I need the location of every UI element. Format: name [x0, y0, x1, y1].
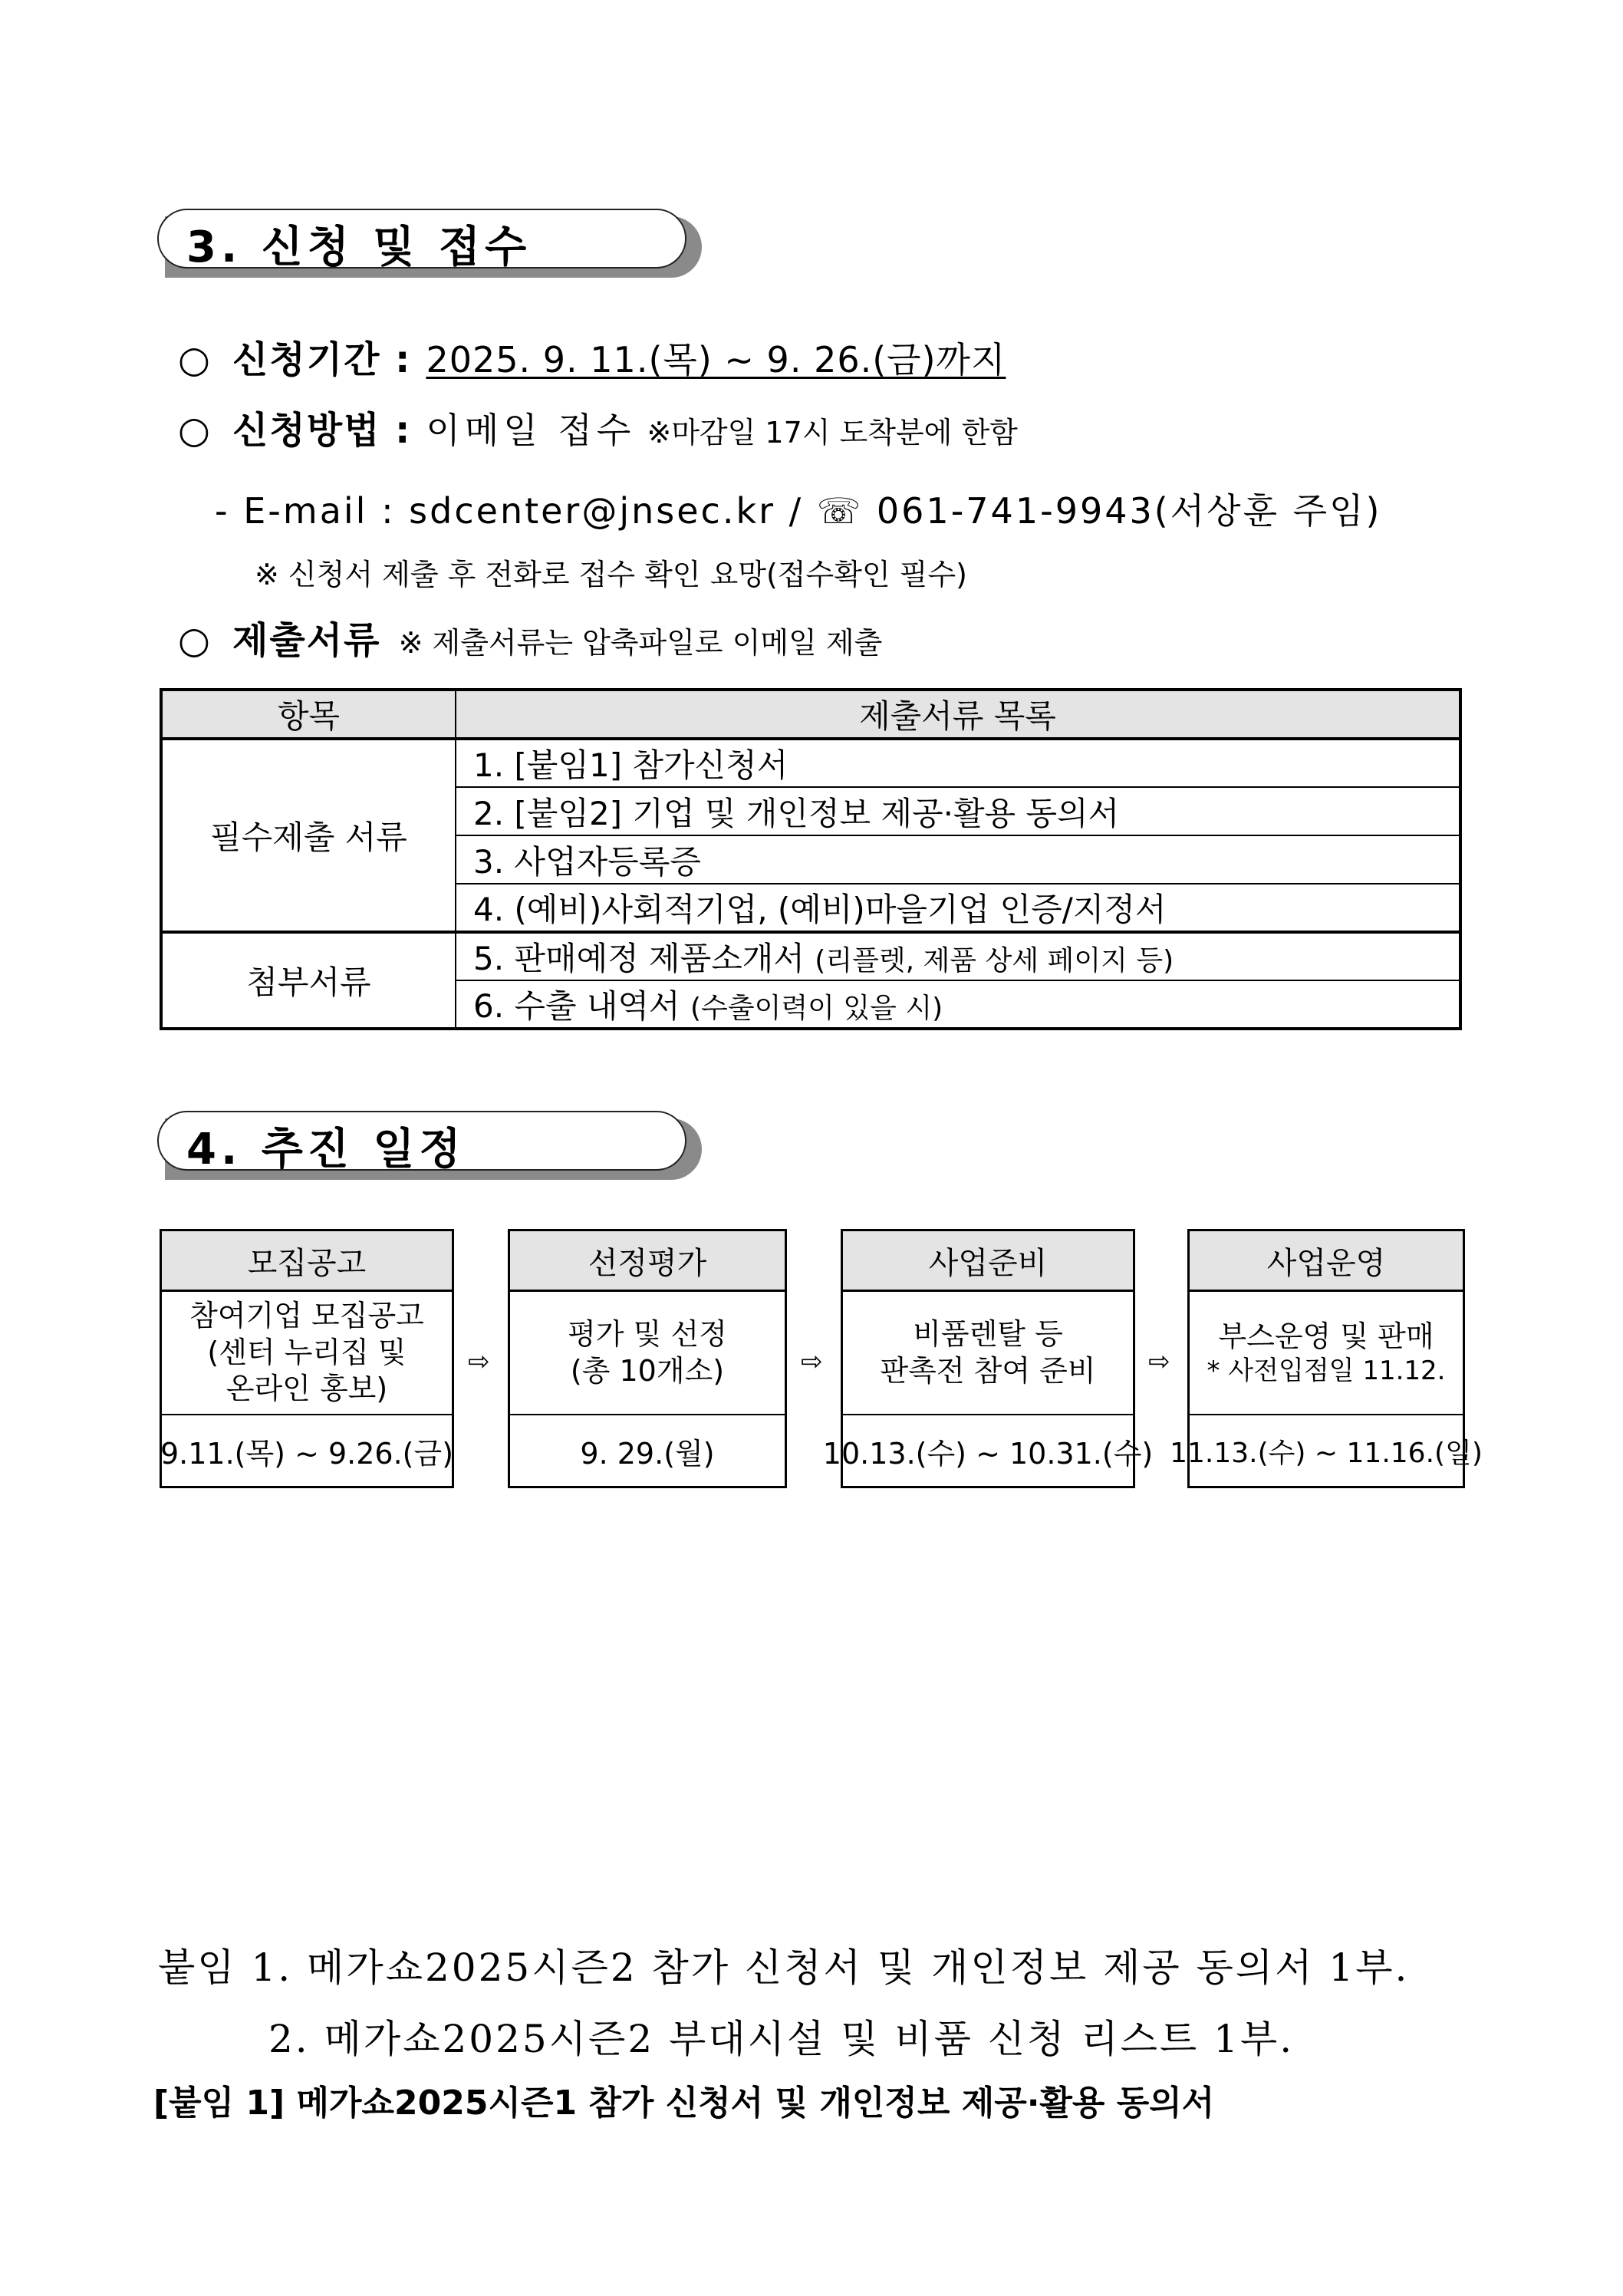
attachment-line-1: 붙임 1. 메가쇼2025시즌2 참가 신청서 및 개인정보 제공 동의서 1부.	[158, 1945, 1410, 1990]
doc-item-note: (리플렛, 제품 상세 페이지 등)	[815, 945, 1174, 977]
step-body-line: 비품렌탈 등	[913, 1317, 1063, 1351]
required-docs-label: 필수제출 서류	[161, 739, 456, 932]
step-body	[162, 1292, 452, 1415]
step-body-line: (총 10개소)	[570, 1353, 725, 1388]
doc-item-text: 5. 판매예정 제품소개서	[473, 940, 805, 977]
arrow-right-icon: ⇨	[1148, 1346, 1170, 1377]
doc-item-text: 4. (예비)사회적기업, (예비)마을기업 인증/지정서	[473, 891, 1167, 928]
step-header: 선정평가	[510, 1231, 785, 1292]
method-note: ※마감일 17시 도착분에 한함	[647, 416, 1018, 450]
attachment-1-title: [붙임 1] 메가쇼2025시즌1 참가 신청서 및 개인정보 제공·활용 동의서	[153, 2084, 1215, 2123]
step-body-line: 판촉전 참여 준비	[880, 1353, 1096, 1388]
schedule-step-recruit	[160, 1229, 454, 1488]
step-date: 9. 29.(월)	[580, 1436, 715, 1471]
confirm-note	[255, 551, 967, 593]
email-line	[215, 483, 1381, 534]
email-contact: - E-mail : sdcenter@jnsec.kr / ☏ 061-741-9943(서상훈 주임)	[215, 490, 1382, 532]
section-4-header	[157, 1111, 702, 1180]
schedule-step-operation	[1170, 1229, 1483, 1488]
step-header: 사업준비	[843, 1231, 1133, 1292]
attached-docs-label: 첨부서류	[161, 932, 456, 1029]
method-value: 이메일 접수	[426, 410, 636, 451]
step-body	[510, 1292, 785, 1415]
period-label: 신청기간 :	[232, 338, 412, 381]
doc-item-text: 3. 사업자등록증	[473, 842, 701, 881]
submission-docs	[178, 611, 882, 664]
doc-item	[456, 932, 1460, 980]
section-3-header	[157, 209, 702, 278]
submission-docs-table	[160, 688, 1462, 1030]
doc-item	[456, 739, 1460, 787]
doc-item	[456, 787, 1460, 835]
section-4-title: 4. 추진 일정	[186, 1125, 466, 1174]
schedule-step-preparation	[822, 1229, 1154, 1488]
step-body	[843, 1292, 1133, 1415]
period-value: 2025. 9. 11.(목) ~ 9. 26.(금)까지	[426, 339, 1006, 380]
bullet-circle: ○	[178, 338, 210, 381]
step-date: 10.13.(수) ~ 10.31.(수)	[822, 1436, 1154, 1471]
step-body-line: 평가 및 선정	[568, 1317, 727, 1351]
section-3-title: 3. 신청 및 접수	[186, 222, 532, 272]
table-row	[161, 739, 1460, 787]
doc-item-text: 2. [붙임2] 기업 및 개인정보 제공·활용 동의서	[473, 794, 1120, 832]
docs-label: 제출서류	[232, 619, 381, 662]
docs-note: ※ 제출서류는 압축파일로 이메일 제출	[398, 626, 883, 660]
doc-item-text: 1. [붙임1] 참가신청서	[473, 746, 788, 784]
doc-item-text: 6. 수출 내역서	[473, 987, 680, 1025]
step-date: 9.11.(목) ~ 9.26.(금)	[160, 1436, 454, 1471]
step-body-line: 온라인 홍보)	[226, 1372, 388, 1406]
attachment-line-2: 2. 메가쇼2025시즌2 부대시설 및 비품 신청 리스트 1부.	[268, 2017, 1295, 2061]
bullet-circle: ○	[178, 619, 210, 662]
bullet-circle: ○	[178, 409, 210, 452]
arrow-right-icon: ⇨	[468, 1346, 490, 1377]
arrow-right-icon: ⇨	[801, 1346, 823, 1377]
table-header-list: 제출서류 목록	[456, 690, 1460, 739]
step-body-line: 참여기업 모집공고	[189, 1299, 424, 1333]
application-period	[178, 330, 1006, 383]
step-body-line: 부스운영 및 판매	[1218, 1319, 1434, 1353]
table-row	[161, 932, 1460, 980]
doc-item	[456, 835, 1460, 884]
method-label: 신청방법 :	[232, 409, 412, 452]
doc-item-note: (수출이력이 있을 시)	[690, 993, 943, 1024]
step-header: 사업운영	[1190, 1231, 1463, 1292]
confirm-note-text: ※ 신청서 제출 후 전화로 접수 확인 요망(접수확인 필수)	[255, 558, 967, 591]
table-header-item: 항목	[161, 690, 456, 739]
schedule-step-evaluation	[508, 1229, 787, 1488]
step-date: 11.13.(수) ~ 11.16.(일)	[1170, 1437, 1483, 1469]
step-body-line: * 사전입점일 11.12.	[1207, 1356, 1446, 1386]
step-body	[1190, 1292, 1463, 1415]
step-header: 모집공고	[162, 1231, 452, 1292]
step-body-line: (센터 누리집 및	[207, 1335, 407, 1369]
table-header-row	[161, 690, 1460, 739]
doc-item	[456, 980, 1460, 1029]
doc-item	[456, 884, 1460, 932]
application-method	[178, 400, 1018, 453]
